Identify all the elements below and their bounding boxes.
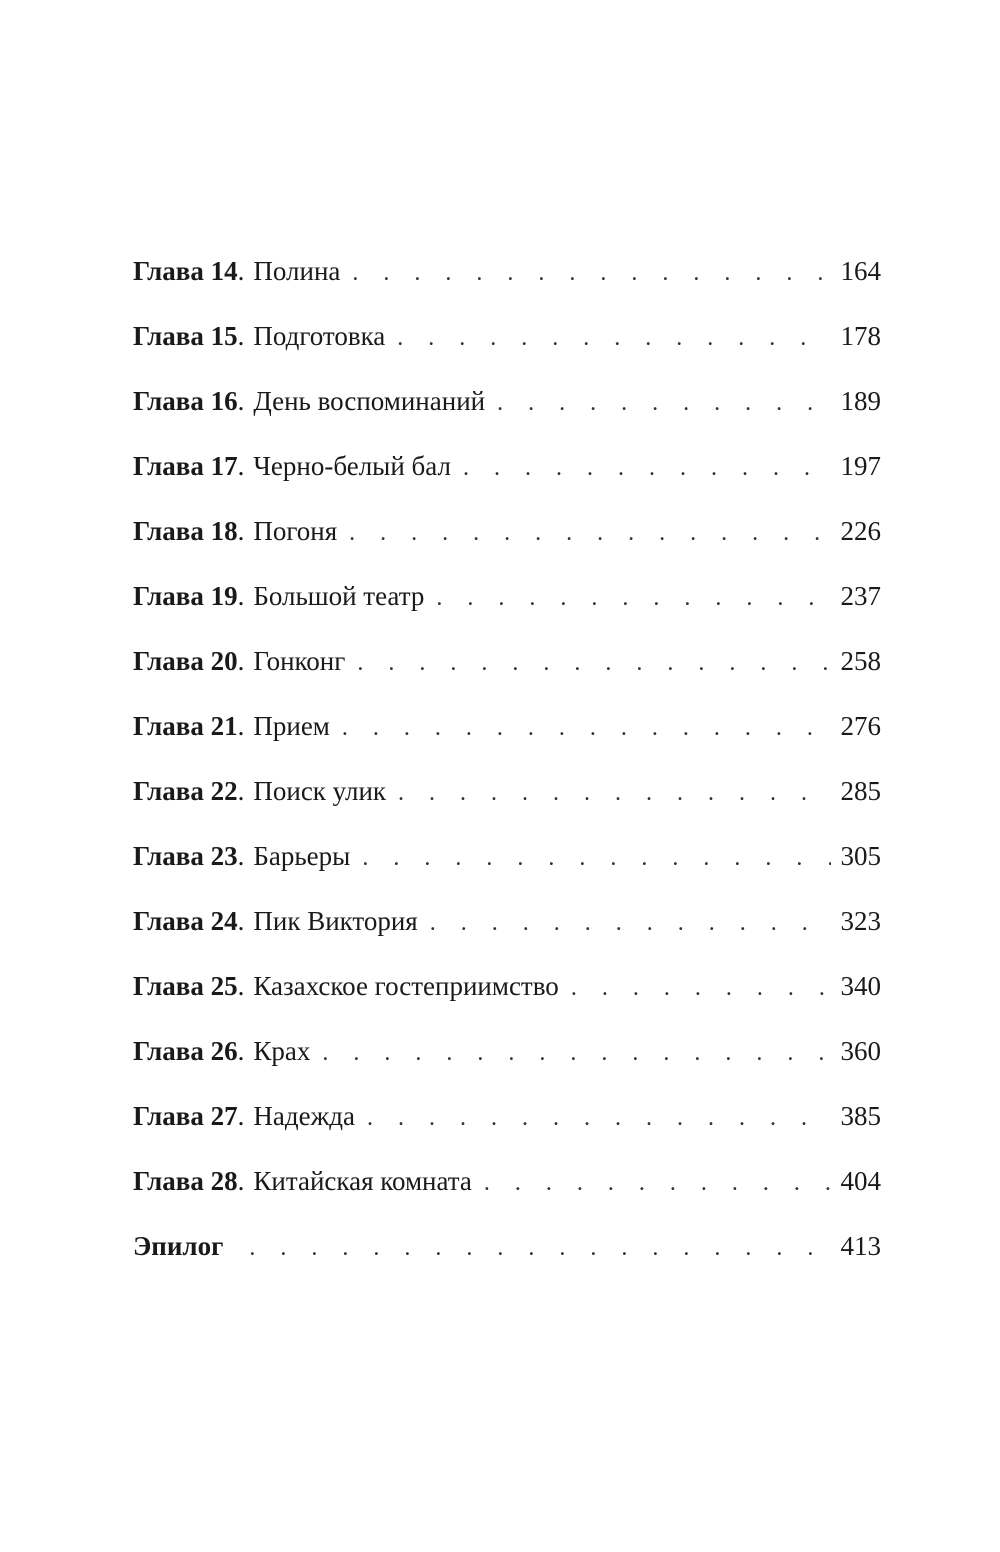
page-number: 178 [840,321,881,351]
dot-leader [430,901,831,945]
page-number: 340 [840,971,881,1001]
toc-entry-chapter-14: Глава 14 . Полина . . . 164 [133,249,881,314]
dot-leader [249,1226,830,1270]
chapter-label: Глава 25 [133,971,238,1001]
toc-entry-chapter-22: Глава 22 . Поиск улик . . . 285 [133,769,881,834]
page-number: 305 [840,841,881,871]
chapter-label: Глава 14 [133,256,238,286]
page-number: 285 [840,776,881,806]
toc-entry-chapter-20: Глава 20 . Гонконг . . . 258 [133,639,881,704]
chapter-label: Глава 17 [133,451,238,481]
page-number: 226 [840,516,881,546]
dot-leader [322,1031,830,1075]
toc-entry-chapter-15: Глава 15 . Подготовка . . . 178 [133,314,881,379]
page-number: 413 [840,1231,881,1261]
dot-leader [484,1161,831,1205]
chapter-title: Подготовка [253,321,386,351]
toc-entry-chapter-16: Глава 16 . День воспоминаний . . . 189 [133,379,881,444]
page-number: 164 [840,256,881,286]
chapter-label: Глава 16 [133,386,238,416]
table-of-contents [133,249,881,1280]
page-number: 237 [840,581,881,611]
chapter-title: День воспоминаний [253,386,486,416]
toc-entry-chapter-19: Глава 19 . Большой театр . . . 237 [133,574,881,639]
chapter-label: Глава 18 [133,516,238,546]
chapter-label: Глава 24 [133,906,238,936]
page-number: 197 [840,451,881,481]
chapter-title: Барьеры [253,841,351,871]
dot-leader [367,1096,831,1140]
dot-leader [397,316,830,360]
chapter-label: Глава 22 [133,776,238,806]
dot-leader [342,706,831,750]
chapter-title: Погоня [253,516,338,546]
toc-entry-chapter-25: Глава 25 . Казахское гостеприимство . . . 340 [133,964,881,1029]
toc-entry-chapter-28: Глава 28 . Китайская комната . . . 404 [133,1159,881,1224]
toc-entry-chapter-17: Глава 17 . Черно-белый бал . . . 197 [133,444,881,509]
chapter-title: Поиск улик [253,776,387,806]
toc-entry-chapter-24: Глава 24 . Пик Виктория . . . 323 [133,899,881,964]
dot-leader [398,771,830,815]
dot-leader [362,836,830,880]
chapter-title: Крах [253,1036,311,1066]
chapter-label: Глава 21 [133,711,238,741]
chapter-title: Черно-белый бал [253,451,451,481]
chapter-label: Глава 23 [133,841,238,871]
dot-leader [357,641,830,685]
chapter-label: Глава 19 [133,581,238,611]
chapter-title: Прием [253,711,330,741]
chapter-title: Казахское гостеприимство [253,971,559,1001]
page-number: 404 [840,1166,881,1196]
chapter-title: Надежда [253,1101,355,1131]
dot-leader [463,446,831,490]
page-number: 258 [840,646,881,676]
chapter-label: Глава 15 [133,321,238,351]
chapter-title: Полина [253,256,341,286]
chapter-label: Глава 28 [133,1166,238,1196]
toc-entry-chapter-27: Глава 27 . Надежда . . . 385 [133,1094,881,1159]
page-number: 385 [840,1101,881,1131]
dot-leader [497,381,830,425]
chapter-label: Глава 20 [133,646,238,676]
chapter-label: Глава 26 [133,1036,238,1066]
chapter-title: Пик Виктория [253,906,418,936]
dot-leader [352,251,830,295]
toc-entry-chapter-21: Глава 21 . Прием . . . 276 [133,704,881,769]
toc-entry-epilogue [133,1224,881,1280]
page-number: 360 [840,1036,881,1066]
dot-leader [571,966,831,1010]
page-number: 323 [840,906,881,936]
chapter-title: Гонконг [253,646,346,676]
page-number: 189 [840,386,881,416]
toc-entry-chapter-18: Глава 18 . Погоня . . . 226 [133,509,881,574]
toc-entry-chapter-23: Глава 23 . Барьеры . . . 305 [133,834,881,899]
epilogue-label: Эпилог [133,1231,224,1261]
chapter-label: Глава 27 [133,1101,238,1131]
dot-leader [349,511,830,555]
chapter-title: Китайская комната [253,1166,472,1196]
chapter-title: Большой театр [253,581,425,611]
page-number: 276 [840,711,881,741]
toc-entry-chapter-26: Глава 26 . Крах . . . 360 [133,1029,881,1094]
dot-leader [436,576,830,620]
